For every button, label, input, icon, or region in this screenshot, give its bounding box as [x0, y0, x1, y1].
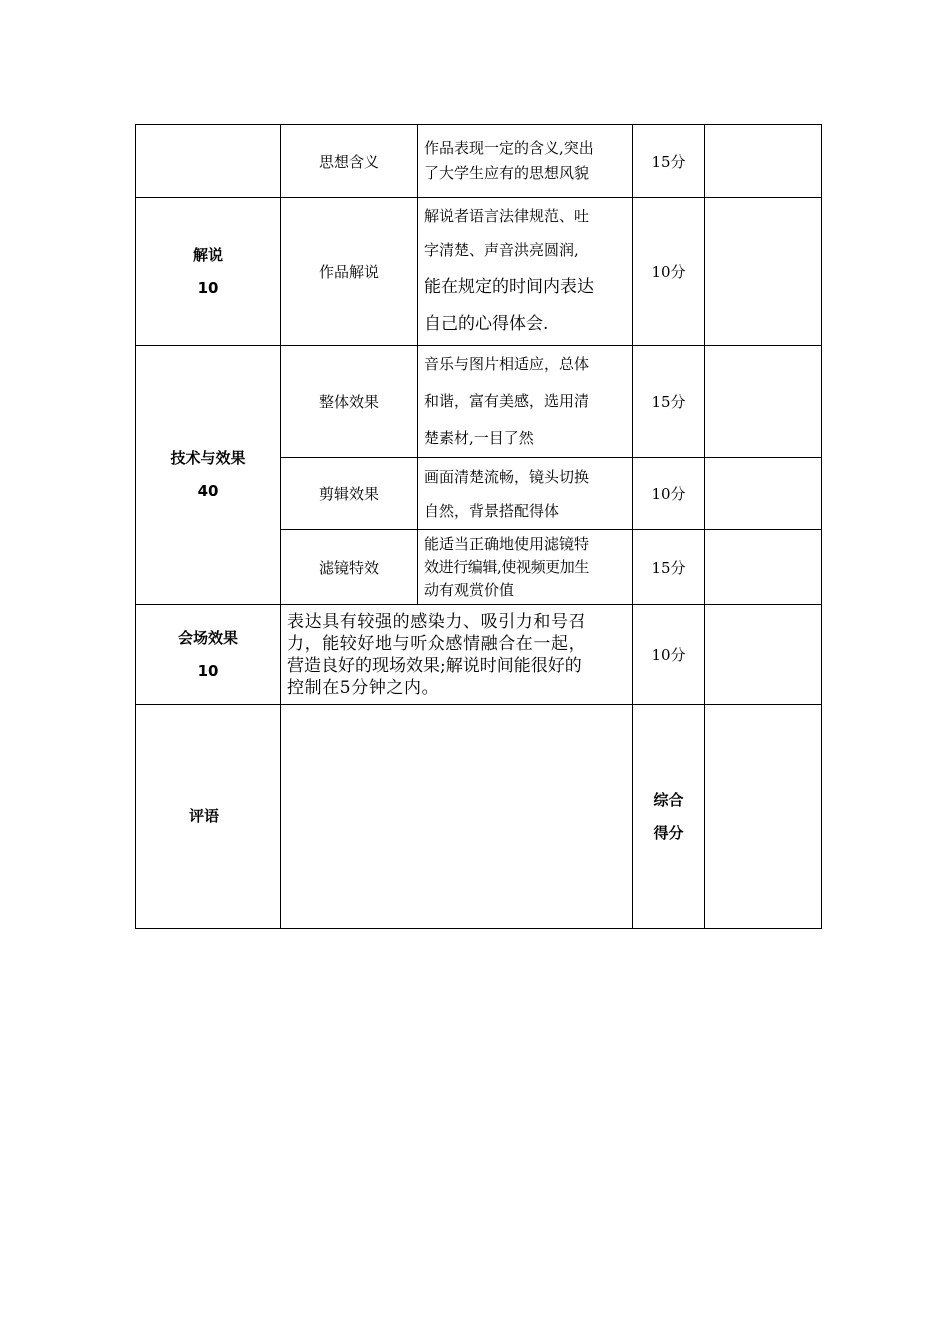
row-jieshuo [136, 198, 822, 346]
desc-line: 音乐与图片相适应，总体 [424, 355, 590, 373]
scoring-cell[interactable] [705, 125, 822, 198]
scoring-table [135, 124, 822, 929]
comments-label: 评语 [188, 807, 219, 825]
criterion-score: 15分 [633, 530, 705, 605]
desc-line: 作品表现一定的含义,突出 [424, 139, 594, 157]
criterion-description [281, 605, 633, 705]
desc-line: 解说者语言法律规范、吐 [424, 207, 590, 225]
category-name: 技术与效果 [170, 449, 246, 467]
total-score-label-cell [633, 705, 705, 929]
category-score: 10 [197, 661, 219, 680]
desc-line: 楚素材,一目了然 [424, 429, 534, 447]
desc-line: 力，能较好地与听众感情融合在一起， [287, 633, 587, 654]
desc-line: 了大学生应有的思想风貌 [424, 164, 590, 182]
desc-line: 能适当正确地使用滤镜特 [424, 534, 590, 553]
category-name: 会场效果 [177, 628, 238, 647]
criterion-score: 10分 [633, 605, 705, 705]
desc-line: 动有观赏价值 [424, 580, 515, 599]
row-sixiang [136, 125, 822, 198]
desc-line: 能在规定的时间内表达 [424, 277, 594, 297]
category-cell [136, 705, 281, 929]
desc-line: 表达具有较强的感染力、吸引力和号召 [287, 611, 587, 632]
criterion-score: 15分 [633, 346, 705, 458]
criterion-description [418, 530, 633, 605]
category-score: 10 [197, 278, 219, 297]
row-huichang [136, 605, 822, 705]
criterion-name: 剪辑效果 [281, 458, 418, 530]
scoring-cell[interactable] [705, 198, 822, 346]
criterion-score: 10分 [633, 458, 705, 530]
category-name: 解说 [192, 245, 223, 264]
desc-line: 和谐，富有美感，选用清 [424, 392, 590, 410]
comments-field[interactable] [281, 705, 633, 929]
desc-line: 营造良好的现场效果;解说时间能很好的 [287, 655, 582, 676]
criterion-description [418, 346, 633, 458]
criterion-description [418, 198, 633, 346]
criterion-name: 思想含义 [281, 125, 418, 198]
criterion-name: 整体效果 [281, 346, 418, 458]
category-cell [136, 346, 281, 605]
desc-line: 效进行编辑,使视频更加生 [424, 557, 589, 576]
row-zhengti [136, 346, 822, 458]
scoring-cell[interactable] [705, 346, 822, 458]
criterion-score: 10分 [633, 198, 705, 346]
criterion-name: 滤镜特效 [281, 530, 418, 605]
category-cell-empty [136, 125, 281, 198]
category-score: 40 [197, 482, 219, 500]
scoring-cell[interactable] [705, 458, 822, 530]
row-pingyu [136, 705, 822, 929]
criterion-name: 作品解说 [281, 198, 418, 346]
criterion-score: 15分 [633, 125, 705, 198]
total-score-label: 得分 [653, 823, 684, 842]
scoring-cell[interactable] [705, 605, 822, 705]
desc-line: 自己的心得体会. [424, 314, 549, 334]
category-cell [136, 198, 281, 346]
criterion-description [418, 458, 633, 530]
desc-line: 自然，背景搭配得体 [424, 501, 560, 520]
desc-line: 控制在5分钟之内。 [287, 677, 440, 698]
total-score-field[interactable] [705, 705, 822, 929]
desc-line: 画面清楚流畅，镜头切换 [424, 467, 590, 486]
criterion-description [418, 125, 633, 198]
scoring-cell[interactable] [705, 530, 822, 605]
category-cell [136, 605, 281, 705]
total-score-label: 综合 [653, 790, 684, 809]
desc-line: 字清楚、声音洪亮圆润, [424, 241, 579, 259]
